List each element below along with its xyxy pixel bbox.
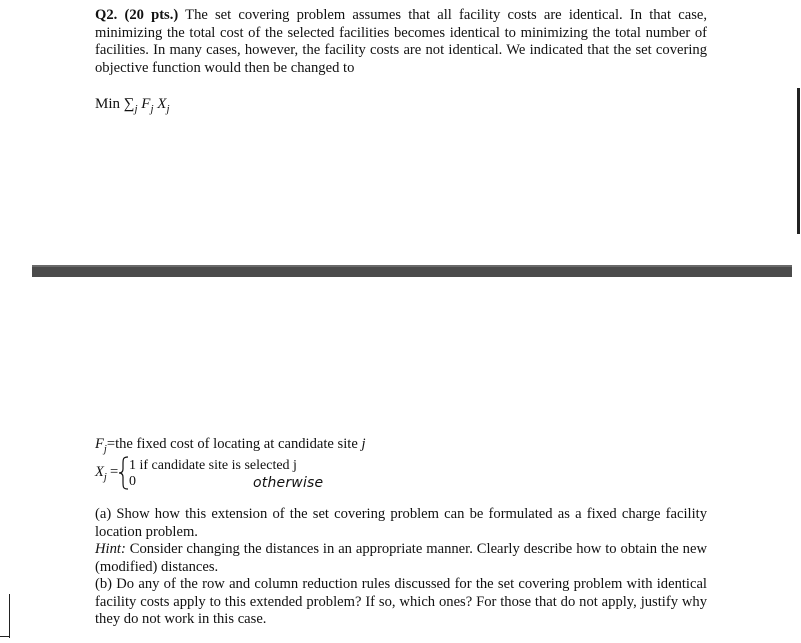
hint-label: Hint:	[95, 541, 126, 557]
fixed-cost-definition	[95, 436, 366, 453]
case-selected-value: 1	[129, 458, 136, 473]
margin-mark	[9, 594, 10, 638]
objective-sum-symbol: ∑	[123, 96, 135, 112]
case-selected-text: if candidate site is selected j	[136, 458, 297, 473]
hint	[95, 541, 707, 576]
case-otherwise-text: otherwise	[253, 475, 324, 491]
question-label: Q2. (20 pts.)	[95, 7, 179, 23]
f-definition-text: =the fixed cost of locating at candidate site	[106, 436, 362, 452]
decision-variable-definition	[95, 456, 355, 492]
objective-x-index: j	[166, 103, 170, 115]
f-symbol: F	[95, 436, 104, 452]
case-selected	[129, 456, 297, 474]
part-a: (a) Show how this extension of the set covering problem can be formulated as a fixed charge facility location problem.	[95, 506, 707, 540]
objective-f-index: j	[150, 103, 154, 115]
page-edge-bar	[797, 88, 800, 234]
objective-x: X	[157, 96, 167, 112]
f-subscript: j	[103, 444, 107, 455]
margin-mark-base	[0, 636, 10, 637]
question-parts	[95, 506, 707, 629]
objective-function	[95, 96, 170, 113]
question-statement	[95, 7, 707, 77]
objective-sum-index: j	[134, 103, 138, 115]
x-symbol: $X_j$	[95, 464, 107, 483]
case-otherwise-value: 0	[129, 474, 136, 489]
question-intro: The set covering problem assumes that all facility costs are identical. In that case, minimizing the total cost of the selected facilities becomes identical to minimizing the total number of facilities. In many cases, however, the facility costs are not identical. We indicated that the set covering objective function would then be changed to	[95, 7, 707, 76]
x-equals: =	[110, 464, 119, 480]
f-site-index: j	[361, 436, 366, 452]
objective-min: Min	[95, 96, 121, 112]
hint-text: Consider changing the distances in an appropriate manner. Clearly describe how to obtain the new (modified) distances.	[95, 541, 707, 575]
part-b: (b) Do any of the row and column reduction rules discussed for the set covering problem with identical facility costs apply to this extended problem? If so, which ones? For those that do not apply, justify why they do not work in this case.	[95, 576, 707, 627]
objective-f: F	[141, 96, 151, 112]
section-divider	[32, 265, 792, 277]
